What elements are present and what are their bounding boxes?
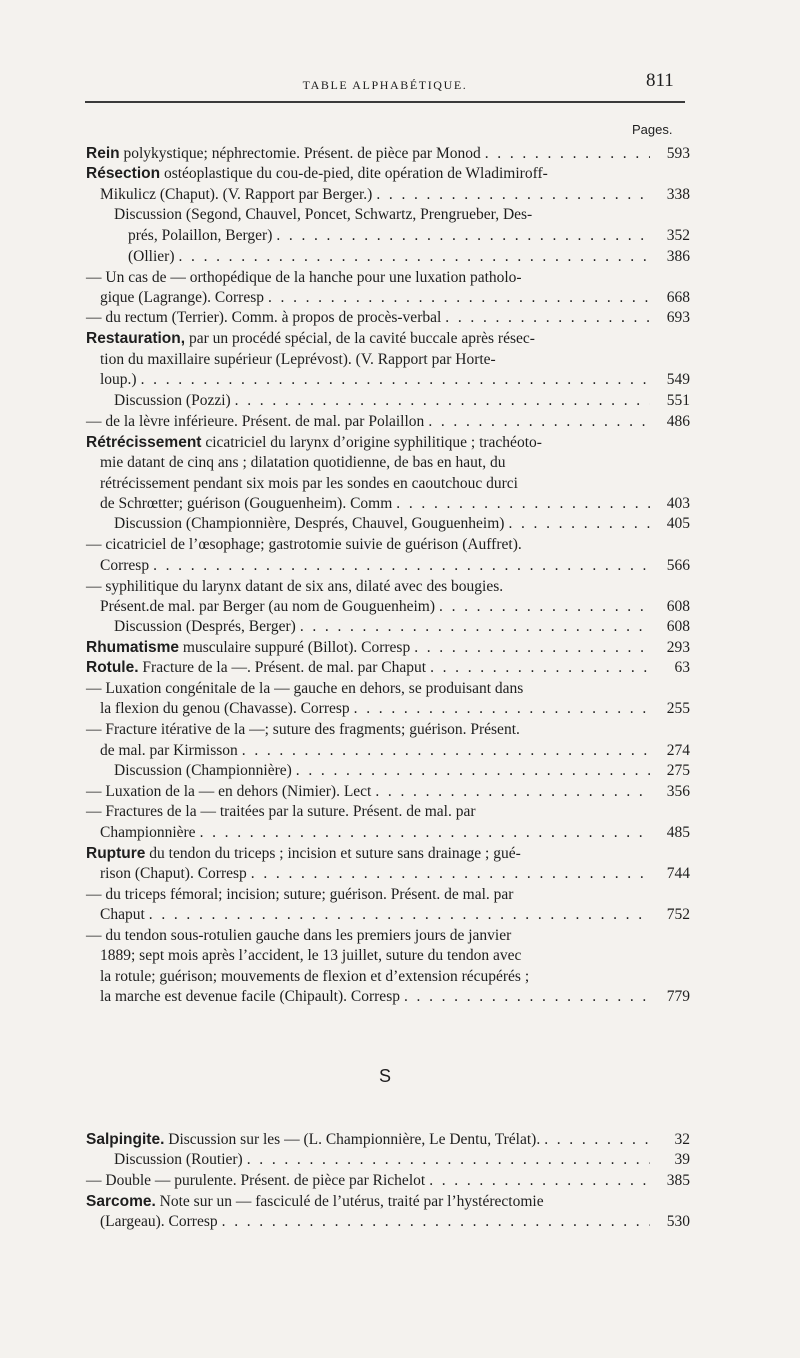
entry-body: mie datant de cinq ans ; dilatation quotidienne, de bas en haut, du [100, 454, 506, 471]
entry-body: 1889; sept mois après l’accident, le 13 juillet, suture du tendon avec [100, 947, 522, 964]
entry-text [86, 577, 503, 597]
entry-text [100, 864, 247, 884]
page-reference: 752 [666, 906, 690, 923]
index-line [100, 741, 690, 761]
entry-text [100, 494, 392, 514]
page-reference: 779 [666, 988, 690, 1005]
running-title: TABLE ALPHABÉTIQUE. [302, 78, 468, 92]
entry-text [86, 658, 426, 678]
entry-text [100, 967, 529, 987]
index-line [100, 556, 690, 576]
entry-text [100, 699, 350, 719]
index-line [86, 844, 690, 864]
entry-text [114, 391, 231, 411]
entry-body: Discussion (Segond, Chauvel, Poncet, Schwartz, Prengrueber, Des- [114, 206, 533, 223]
entry-text [128, 226, 272, 246]
entry-text [128, 247, 174, 267]
index-line [100, 597, 690, 617]
entry-body: — de la lèvre inférieure. Présent. de mal. par Polaillon [86, 413, 425, 430]
index-line [114, 205, 690, 225]
index-line [100, 823, 690, 843]
index-line [86, 720, 690, 740]
entry-text [100, 597, 435, 617]
page-reference: 608 [666, 618, 690, 635]
entry-body: la flexion du genou (Chavasse). Corresp [100, 700, 350, 717]
entry-body: de mal. par Kirmisson [100, 742, 238, 759]
page-reference: 608 [666, 598, 690, 615]
entry-text [100, 741, 238, 761]
index-line [86, 782, 690, 802]
entry-text [86, 329, 535, 349]
index-line [100, 864, 690, 884]
index-line [128, 247, 690, 267]
index-line [86, 802, 690, 822]
leader-dots [247, 864, 650, 884]
entry-body: — du rectum (Terrier). Comm. à propos de procès-verbal [86, 309, 442, 326]
index-line [100, 494, 690, 514]
leader-dots [145, 905, 650, 925]
page-reference: 32 [674, 1131, 690, 1148]
index-line [100, 987, 690, 1007]
entry-text [100, 823, 196, 843]
entry-body: du tendon du triceps ; incision et suture sans drainage ; gué- [145, 845, 521, 862]
leader-dots [540, 1130, 650, 1150]
entry-text [114, 205, 532, 225]
page-reference: 274 [666, 742, 690, 759]
page-reference: 486 [666, 413, 690, 430]
header-rule [85, 101, 685, 103]
entry-text [86, 268, 522, 288]
entry-body: polykystique; néphrectomie. Présent. de pièce par Monod [119, 145, 481, 162]
entry-body: (Largeau). Corresp [100, 1213, 218, 1230]
entry-heading: Résection [86, 165, 161, 182]
leader-dots [218, 1212, 650, 1232]
entry-text [114, 1150, 243, 1170]
page-reference: 744 [666, 865, 690, 882]
leader-dots [174, 247, 650, 267]
index-line [86, 1192, 690, 1212]
entry-text [86, 679, 523, 699]
index-line [100, 288, 690, 308]
leader-dots [231, 391, 650, 411]
entry-text [114, 514, 504, 534]
entry-text [100, 946, 521, 966]
page-reference: 386 [666, 248, 690, 265]
entry-body: (Ollier) [128, 248, 175, 265]
index-line [100, 905, 690, 925]
entry-body: Discussion (Després, Berger) [114, 618, 296, 635]
page-number: 811 [646, 70, 674, 91]
page-reference: 385 [666, 1172, 690, 1189]
index-line [86, 1130, 690, 1150]
index-line [100, 453, 690, 473]
entry-body: — Luxation de la — en dehors (Nimier). Lect [86, 783, 372, 800]
index-line [86, 412, 690, 432]
entry-heading: Rhumatisme [86, 639, 180, 656]
entry-text [100, 370, 137, 390]
index-line [86, 308, 690, 328]
entry-text [100, 185, 372, 205]
leader-dots [371, 782, 650, 802]
page-reference: 668 [666, 289, 690, 306]
entry-body: Discussion (Routier) [114, 1151, 243, 1168]
page-reference: 255 [666, 700, 690, 717]
entry-text [100, 350, 496, 370]
entry-text [100, 453, 505, 473]
index-line [100, 370, 690, 390]
page-reference: 39 [674, 1151, 690, 1168]
entry-text [86, 885, 513, 905]
entry-text [86, 412, 424, 432]
index-line [86, 164, 690, 184]
section-letter: S [378, 1066, 391, 1086]
leader-dots [292, 761, 650, 781]
page-reference: 593 [666, 145, 690, 162]
entry-body: Discussion (Pozzi) [114, 392, 231, 409]
entry-text [86, 1130, 540, 1150]
entry-body: Note sur un — fasciculé de l’utérus, traité par l’hystérectomie [155, 1193, 544, 1210]
leader-dots [238, 741, 650, 761]
entry-heading: Rein [86, 145, 120, 162]
index-line [100, 474, 690, 494]
entry-text [86, 782, 371, 802]
entry-text [86, 802, 476, 822]
page-reference: 338 [666, 186, 690, 203]
entry-text [86, 926, 511, 946]
page-reference: 485 [666, 824, 690, 841]
index-line [114, 391, 690, 411]
leader-dots [196, 823, 650, 843]
entry-heading: Restauration, [86, 330, 186, 347]
entry-heading: Rétrécissement [86, 434, 202, 451]
page-reference: 356 [666, 783, 690, 800]
entry-body: tion du maxillaire supérieur (Leprévost). (V. Rapport par Horte- [100, 351, 496, 368]
entry-body: Corresp [100, 557, 150, 574]
entry-body: par un procédé spécial, de la cavité buccale après résec- [185, 330, 535, 347]
page-reference: 352 [666, 227, 690, 244]
entry-body: Discussion (Championnière, Després, Chauvel, Gouguenheim) [114, 515, 505, 532]
index-line [100, 1212, 690, 1232]
index-line [86, 926, 690, 946]
index-line [114, 761, 690, 781]
page-reference: 63 [674, 659, 690, 676]
leader-dots [410, 638, 650, 658]
entry-body: gique (Lagrange). Corresp [100, 289, 264, 306]
leader-dots [481, 144, 650, 164]
entry-body: Championnière [100, 824, 196, 841]
index-line [86, 268, 690, 288]
index-line [100, 967, 690, 987]
page-reference: 566 [666, 557, 690, 574]
leader-dots [426, 658, 650, 678]
leader-dots [350, 699, 650, 719]
page-reference: 405 [666, 515, 690, 532]
entry-text [100, 987, 400, 1007]
index-line [86, 433, 690, 453]
entry-body: — Fractures de la — traitées par la suture. Présent. de mal. par [86, 803, 476, 820]
leader-dots [137, 370, 650, 390]
page-reference: 549 [666, 371, 690, 388]
entry-text [86, 720, 520, 740]
entry-text [86, 1192, 544, 1212]
index-line [114, 514, 690, 534]
index-line [86, 1171, 690, 1191]
entry-body: — cicatriciel de l’œsophage; gastrotomie suivie de guérison (Auffret). [86, 536, 522, 553]
index-line [114, 1150, 690, 1170]
entry-body: Mikulicz (Chaput). (V. Rapport par Berger.) [100, 186, 373, 203]
page-reference: 293 [666, 639, 690, 656]
entry-body: Discussion sur les — (L. Championnière, Le Dentu, Trélat). [164, 1131, 541, 1148]
entry-body: Présent.de mal. par Berger (au nom de Gouguenheim) [100, 598, 436, 615]
entry-body: musculaire suppuré (Billot). Corresp [179, 639, 411, 656]
entry-text [100, 474, 518, 494]
index-line [100, 946, 690, 966]
index-line [86, 658, 690, 678]
index-line [86, 535, 690, 555]
index-line [86, 885, 690, 905]
leader-dots [392, 494, 650, 514]
entry-heading: Rupture [86, 845, 146, 862]
entry-body: prés, Polaillon, Berger) [128, 227, 273, 244]
index-line [100, 185, 690, 205]
entry-text [100, 556, 149, 576]
index-line [86, 577, 690, 597]
page-reference: 693 [666, 309, 690, 326]
index-line [114, 617, 690, 637]
entry-body: — Luxation congénitale de la — gauche en dehors, se produisant dans [86, 680, 524, 697]
entry-text [86, 1171, 425, 1191]
entry-body: de Schrœtter; guérison (Gouguenheim). Comm [100, 495, 393, 512]
entry-text [100, 1212, 218, 1232]
leader-dots [400, 987, 650, 1007]
entry-body: — du triceps fémoral; incision; suture; guérison. Présent. de mal. par [86, 886, 514, 903]
entry-heading: Sarcome. [86, 1193, 156, 1210]
leader-dots [243, 1150, 650, 1170]
entry-text [86, 144, 481, 164]
entry-body: la marche est devenue facile (Chipault). Corresp [100, 988, 400, 1005]
entry-body: — syphilitique du larynx datant de six ans, dilaté avec des bougies. [86, 578, 504, 595]
entry-text [100, 905, 145, 925]
entry-text [86, 638, 410, 658]
page-reference: 551 [666, 392, 690, 409]
leader-dots [264, 288, 650, 308]
index-line [100, 350, 690, 370]
page-reference: 403 [666, 495, 690, 512]
entry-text [86, 308, 441, 328]
entry-body: Discussion (Championnière) [114, 762, 292, 779]
index-line [86, 679, 690, 699]
entry-body: rison (Chaput). Corresp [100, 865, 247, 882]
pages-column-label: Pages. [632, 122, 673, 137]
entry-text [114, 761, 292, 781]
leader-dots [424, 412, 650, 432]
page-reference: 530 [666, 1213, 690, 1230]
entry-body: loup.) [100, 371, 137, 388]
entry-body: ostéoplastique du cou-de-pied, dite opération de Wladimiroff- [160, 165, 548, 182]
index-line [100, 699, 690, 719]
leader-dots [296, 617, 650, 637]
leader-dots [425, 1171, 650, 1191]
leader-dots [272, 226, 650, 246]
entry-heading: Rotule. [86, 659, 139, 676]
entry-body: cicatriciel du larynx d’origine syphilitique ; trachéoto- [201, 434, 542, 451]
entry-heading: Salpingite. [86, 1131, 165, 1148]
index-line [86, 329, 690, 349]
page-reference: 275 [666, 762, 690, 779]
entry-text [86, 535, 522, 555]
leader-dots [435, 597, 650, 617]
entry-body: — du tendon sous-rotulien gauche dans les premiers jours de janvier [86, 927, 512, 944]
entry-body: Fracture de la —. Présent. de mal. par Chaput [138, 659, 427, 676]
leader-dots [504, 514, 650, 534]
index-line [86, 638, 690, 658]
entry-body: — Un cas de — orthopédique de la hanche pour une luxation patholo- [86, 269, 522, 286]
entry-body: Chaput [100, 906, 145, 923]
entry-text [114, 617, 296, 637]
leader-dots [149, 556, 650, 576]
leader-dots [372, 185, 650, 205]
entry-text [86, 433, 542, 453]
index-line [86, 144, 690, 164]
entry-body: — Fracture itérative de la —; suture des fragments; guérison. Présent. [86, 721, 520, 738]
entry-text [86, 844, 521, 864]
leader-dots [441, 308, 650, 328]
entry-text [100, 288, 264, 308]
entry-body: — Double — purulente. Présent. de pièce par Richelot [86, 1172, 426, 1189]
entry-body: rétrécissement pendant six mois par les sondes en caoutchouc durci [100, 475, 518, 492]
entry-body: la rotule; guérison; mouvements de flexion et d’extension récupérés ; [100, 968, 530, 985]
entry-text [86, 164, 548, 184]
index-line [128, 226, 690, 246]
